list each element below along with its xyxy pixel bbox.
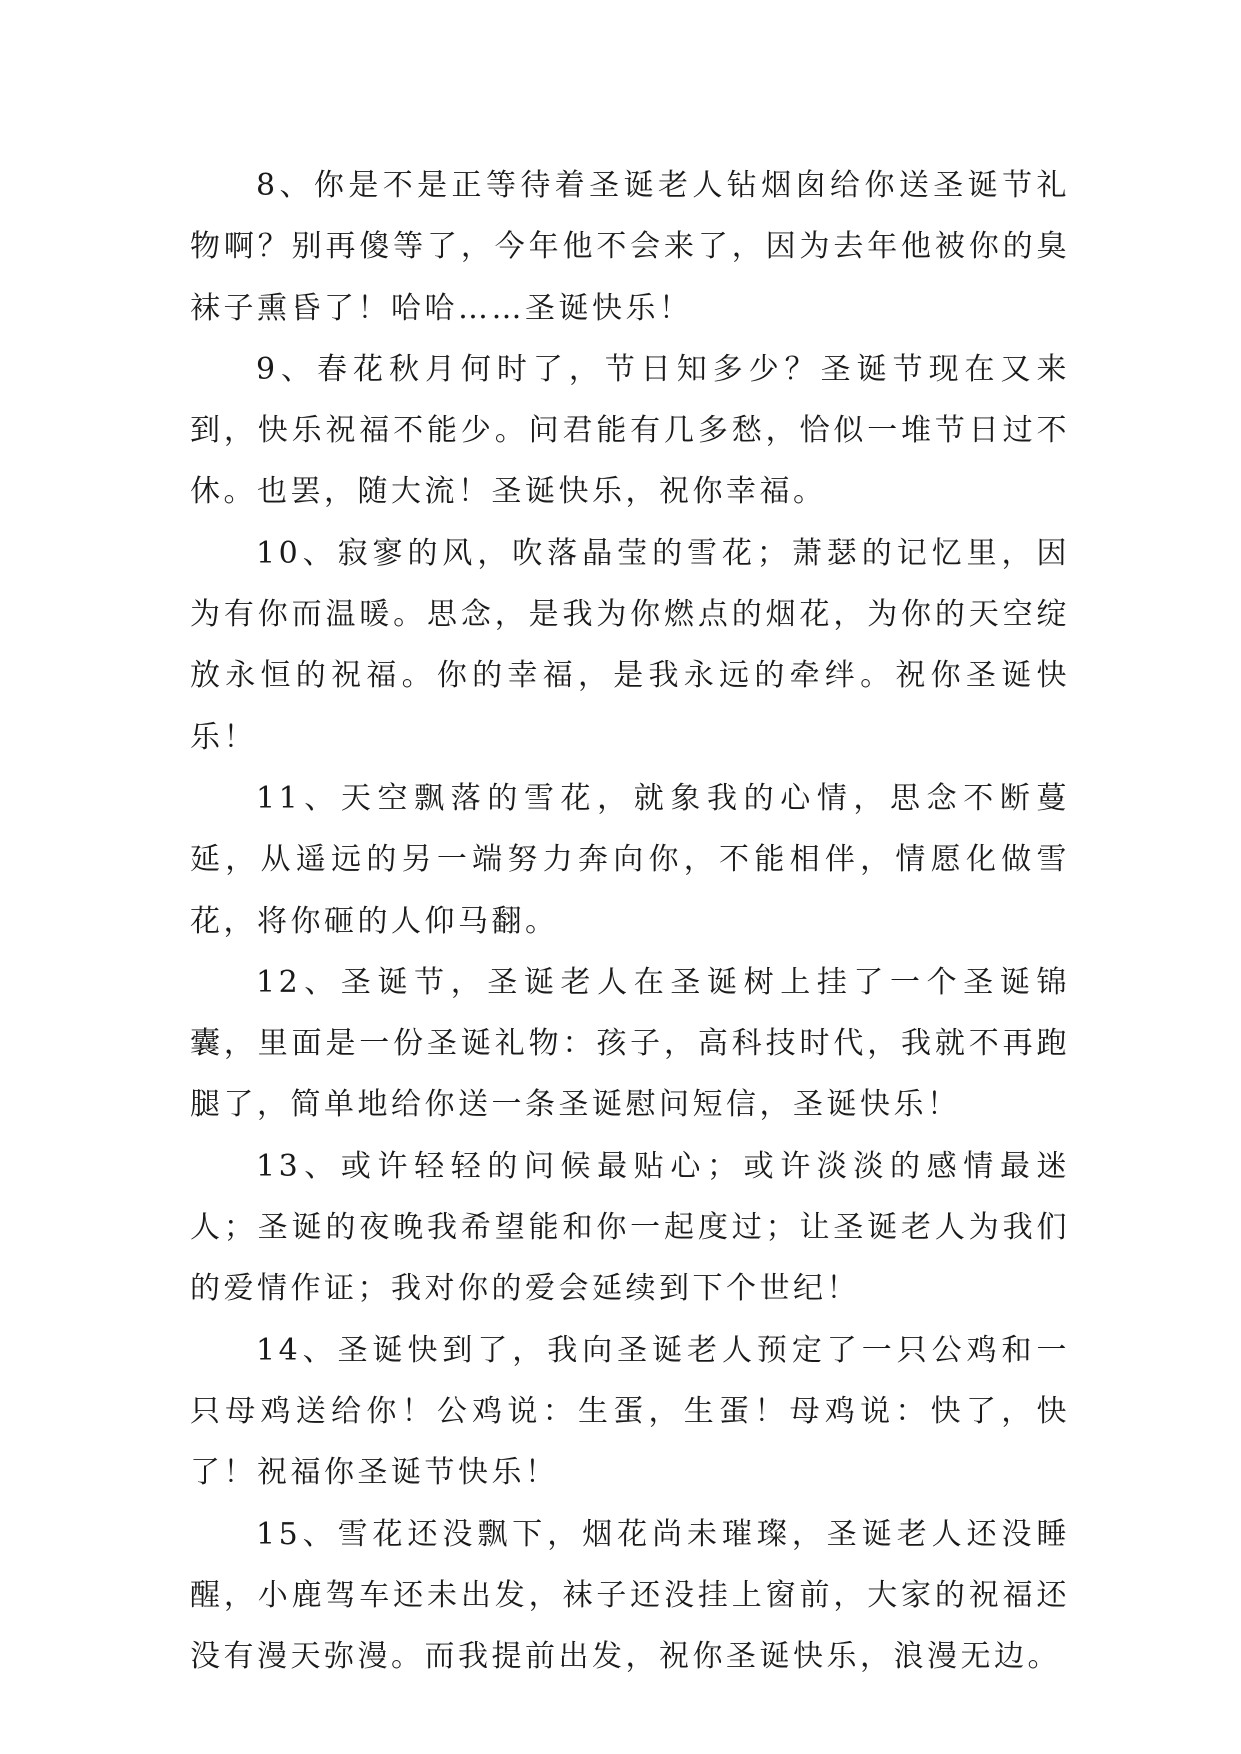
paragraph-11: 11、天空飘落的雪花，就象我的心情，思念不断蔓延，从遥远的另一端努力奔向你，不能相伴，情愿化做雪花，将你砸的人仰马翻。 <box>190 780 1070 939</box>
document-body <box>190 155 1070 1687</box>
paragraph-8: 8、你是不是正等待着圣诞老人钻烟囱给你送圣诞节礼物啊？别再傻等了，今年他不会来了，因为去年他被你的臭袜子熏昏了！哈哈……圣诞快乐！ <box>190 168 1070 326</box>
paragraph-10: 10、寂寥的风，吹落晶莹的雪花；萧瑟的记忆里，因为有你而温暖。思念，是我为你燃点的烟花，为你的天空绽放永恒的祝福。你的幸福，是我永远的牵绊。祝你圣诞快乐！ <box>190 535 1070 755</box>
paragraph-12: 12、圣诞节，圣诞老人在圣诞树上挂了一个圣诞锦囊，里面是一份圣诞礼物：孩子，高科技时代，我就不再跑腿了，简单地给你送一条圣诞慰问短信，圣诞快乐！ <box>190 964 1070 1123</box>
paragraph-13: 13、或许轻轻的问候最贴心；或许淡淡的感情最迷人；圣诞的夜晚我希望能和你一起度过；让圣诞老人为我们的爱情作证；我对你的爱会延续到下个世纪！ <box>190 1148 1070 1307</box>
paragraph-14: 14、圣诞快到了，我向圣诞老人预定了一只公鸡和一只母鸡送给你！公鸡说：生蛋，生蛋！母鸡说：快了，快了！祝福你圣诞节快乐！ <box>190 1332 1070 1491</box>
paragraph-15: 15、雪花还没飘下，烟花尚未璀璨，圣诞老人还没睡醒，小鹿驾车还未出发，袜子还没挂上窗前，大家的祝福还没有漫天弥漫。而我提前出发，祝你圣诞快乐，浪漫无边。 <box>190 1516 1070 1675</box>
paragraph-9: 9、春花秋月何时了，节日知多少？圣诞节现在又来到，快乐祝福不能少。问君能有几多愁，恰似一堆节日过不休。也罢，随大流！圣诞快乐，祝你幸福。 <box>190 351 1070 510</box>
